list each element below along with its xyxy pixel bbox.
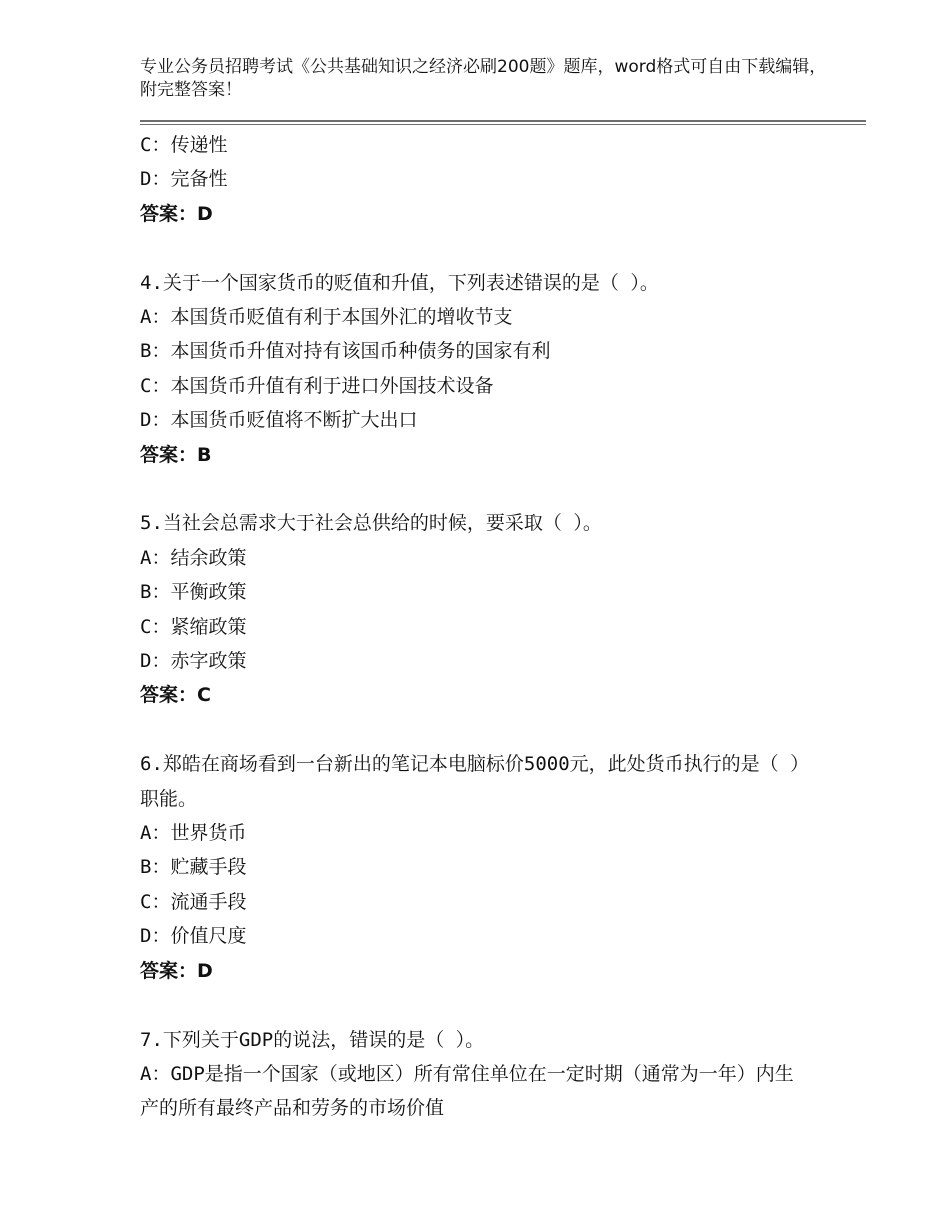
answer-label: 答案：D: [140, 959, 213, 982]
question-stem: 6.郑皓在商场看到一台新出的笔记本电脑标价5000元，此处货币执行的是（ ）职能。: [140, 753, 800, 810]
question-7: [140, 1023, 840, 1126]
question-list: [140, 128, 840, 1126]
header-rule-top: [140, 120, 866, 122]
option-a: A：世界货币: [140, 822, 247, 845]
option-b: B：贮藏手段: [140, 856, 247, 879]
question-gap: [140, 231, 840, 265]
question-stem: 5.当社会总需求大于社会总供给的时候，要采取（ ）。: [140, 512, 602, 535]
document-header: 专业公务员招聘考试《公共基础知识之经济必刷200题》题库，word格式可自由下载编辑，附完整答案！: [140, 57, 827, 100]
question-4: [140, 266, 840, 472]
option-c: C：传递性: [140, 134, 228, 156]
option-d: D：本国货币贬值将不断扩大出口: [140, 409, 418, 432]
question-gap: [140, 713, 840, 747]
question-gap: [140, 472, 840, 506]
option-a: A：GDP是指一个国家（或地区）所有常住单位在一定时期（通常为一年）内生产的所有最终产品和劳务的市场价值: [140, 1062, 794, 1120]
question-3: [140, 128, 840, 231]
option-c: C：流通手段: [140, 890, 247, 913]
answer-label: 答案：C: [140, 684, 211, 707]
question-5: [140, 506, 840, 712]
option-c: C：本国货币升值有利于进口外国技术设备: [140, 374, 494, 397]
option-b: B：平衡政策: [140, 581, 247, 604]
header-rule-bottom: [140, 124, 866, 125]
question-6: [140, 747, 840, 988]
question-stem: 7.下列关于GDP的说法，错误的是（ ）。: [140, 1028, 485, 1051]
option-d: D：赤字政策: [140, 650, 247, 673]
question-stem: 4.关于一个国家货币的贬值和升值，下列表述错误的是（ ）。: [140, 271, 659, 294]
option-c: C：紧缩政策: [140, 615, 247, 638]
answer-label: 答案：B: [140, 443, 212, 466]
option-d: D：完备性: [140, 168, 228, 191]
option-a: A：结余政策: [140, 546, 247, 569]
question-gap: [140, 988, 840, 1022]
answer-label: 答案：D: [140, 202, 213, 225]
option-d: D：价值尺度: [140, 925, 247, 948]
option-b: B：本国货币升值对持有该国币种债务的国家有利: [140, 340, 551, 363]
option-a: A：本国货币贬值有利于本国外汇的增收节支: [140, 306, 513, 329]
